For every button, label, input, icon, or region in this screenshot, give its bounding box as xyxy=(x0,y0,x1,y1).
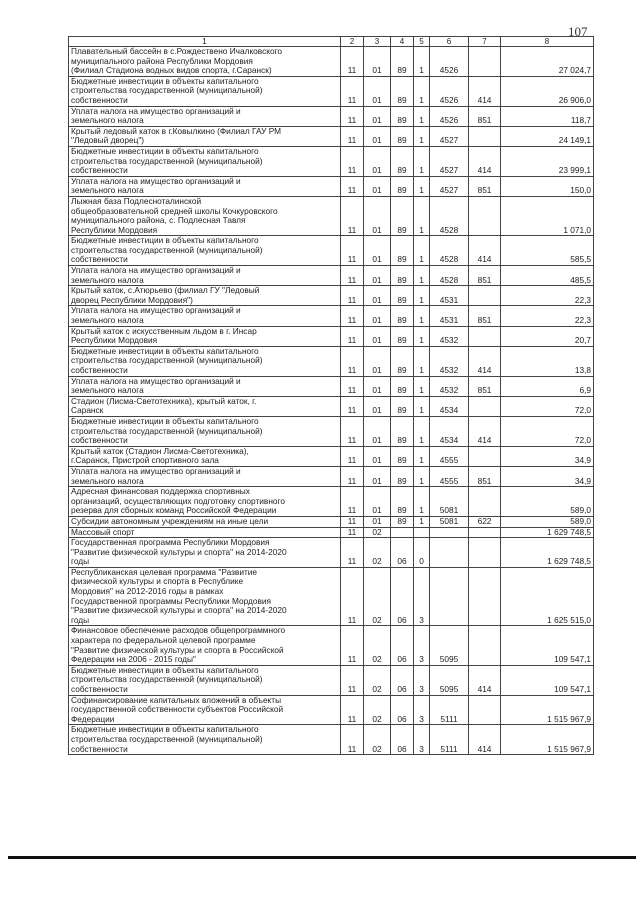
row-code-5: 1 xyxy=(414,266,430,286)
row-amount: 589,0 xyxy=(501,487,594,517)
row-code-7 xyxy=(469,286,501,306)
row-code-2: 11 xyxy=(341,446,364,466)
row-code-3: 02 xyxy=(364,527,391,538)
row-code-6: 5095 xyxy=(430,626,469,665)
row-code-6: 5081 xyxy=(430,516,469,527)
row-amount: 72,0 xyxy=(501,396,594,416)
header-col-8: 8 xyxy=(501,37,594,47)
row-code-3: 02 xyxy=(364,665,391,695)
row-code-6 xyxy=(430,538,469,568)
table-row xyxy=(69,416,594,446)
row-code-7 xyxy=(469,126,501,146)
row-code-3: 01 xyxy=(364,266,391,286)
row-code-5: 1 xyxy=(414,446,430,466)
row-code-2: 11 xyxy=(341,236,364,266)
row-code-5: 1 xyxy=(414,516,430,527)
row-code-5: 1 xyxy=(414,326,430,346)
page-number: 107 xyxy=(568,24,588,39)
table-row xyxy=(69,446,594,466)
row-code-4: 89 xyxy=(391,326,414,346)
row-code-4: 89 xyxy=(391,487,414,517)
row-code-7: 414 xyxy=(469,416,501,446)
row-code-3: 01 xyxy=(364,146,391,176)
row-code-2: 11 xyxy=(341,47,364,77)
row-code-5: 1 xyxy=(414,487,430,517)
row-code-2: 11 xyxy=(341,665,364,695)
row-code-4: 89 xyxy=(391,516,414,527)
row-code-7 xyxy=(469,626,501,665)
row-code-5: 3 xyxy=(414,725,430,755)
row-name-cell: Уплата налога на имущество организаций и земельного налога xyxy=(69,376,341,396)
row-code-4 xyxy=(391,527,414,538)
table-row xyxy=(69,196,594,235)
row-code-3: 01 xyxy=(364,126,391,146)
row-code-2: 11 xyxy=(341,376,364,396)
row-code-2: 11 xyxy=(341,487,364,517)
row-code-6: 4526 xyxy=(430,76,469,106)
row-code-3: 01 xyxy=(364,487,391,517)
row-name-cell: Стадион (Лисма-Светотехника), крытый каток, г. Саранск xyxy=(69,396,341,416)
row-code-4: 89 xyxy=(391,47,414,77)
row-name-cell: Уплата налога на имущество организаций и земельного налога xyxy=(69,466,341,486)
row-code-7: 851 xyxy=(469,306,501,326)
row-code-2: 11 xyxy=(341,695,364,725)
table-row xyxy=(69,286,594,306)
row-code-6 xyxy=(430,527,469,538)
row-code-7: 414 xyxy=(469,665,501,695)
row-code-6: 4526 xyxy=(430,106,469,126)
row-name-cell: Бюджетные инвестиции в объекты капитального строительства государственной (муниципальной) собственности xyxy=(69,416,341,446)
row-code-7 xyxy=(469,446,501,466)
row-code-3: 01 xyxy=(364,446,391,466)
row-code-2: 11 xyxy=(341,176,364,196)
row-name-cell: Бюджетные инвестиции в объекты капитального строительства государственной (муниципальной) собственности xyxy=(69,76,341,106)
row-code-5: 1 xyxy=(414,196,430,235)
row-code-3: 01 xyxy=(364,286,391,306)
row-amount: 109 547,1 xyxy=(501,665,594,695)
row-code-7 xyxy=(469,47,501,77)
row-code-5: 1 xyxy=(414,286,430,306)
row-code-4: 89 xyxy=(391,176,414,196)
row-code-6: 4531 xyxy=(430,286,469,306)
row-code-5: 1 xyxy=(414,76,430,106)
table-row xyxy=(69,266,594,286)
row-code-4: 89 xyxy=(391,416,414,446)
row-code-5: 3 xyxy=(414,695,430,725)
row-code-7 xyxy=(469,527,501,538)
row-code-7 xyxy=(469,196,501,235)
row-code-6: 4528 xyxy=(430,266,469,286)
row-code-7: 414 xyxy=(469,146,501,176)
bottom-rule xyxy=(8,856,636,859)
row-name-cell: Крытый каток, с.Атюрьево (филиал ГУ "Ледовый дворец Республики Мордовия") xyxy=(69,286,341,306)
row-amount: 26 906,0 xyxy=(501,76,594,106)
row-code-6: 5095 xyxy=(430,665,469,695)
table-row xyxy=(69,146,594,176)
row-code-2: 11 xyxy=(341,527,364,538)
row-amount: 1 629 748,5 xyxy=(501,527,594,538)
row-code-7 xyxy=(469,567,501,626)
row-code-7 xyxy=(469,538,501,568)
table-row xyxy=(69,126,594,146)
table-row xyxy=(69,626,594,665)
row-code-5: 1 xyxy=(414,126,430,146)
row-code-2: 11 xyxy=(341,266,364,286)
row-code-5: 0 xyxy=(414,538,430,568)
row-code-2: 11 xyxy=(341,346,364,376)
row-name-cell: Уплата налога на имущество организаций и земельного налога xyxy=(69,266,341,286)
row-code-7: 622 xyxy=(469,516,501,527)
table-row xyxy=(69,326,594,346)
row-code-4: 89 xyxy=(391,446,414,466)
table-row xyxy=(69,346,594,376)
row-code-7: 414 xyxy=(469,76,501,106)
table-row xyxy=(69,725,594,755)
header-row xyxy=(69,37,594,47)
table-row xyxy=(69,538,594,568)
row-code-6: 4528 xyxy=(430,196,469,235)
row-code-7: 851 xyxy=(469,466,501,486)
row-code-3: 02 xyxy=(364,695,391,725)
row-code-4: 89 xyxy=(391,76,414,106)
row-code-2: 11 xyxy=(341,516,364,527)
row-name-cell: Уплата налога на имущество организаций и земельного налога xyxy=(69,306,341,326)
row-amount: 13,8 xyxy=(501,346,594,376)
row-code-3: 02 xyxy=(364,626,391,665)
row-name-cell: Субсидии автономным учреждениям на иные цели xyxy=(69,516,341,527)
row-code-5: 3 xyxy=(414,567,430,626)
row-code-3: 01 xyxy=(364,376,391,396)
row-code-2: 11 xyxy=(341,326,364,346)
row-code-2: 11 xyxy=(341,196,364,235)
row-code-4: 89 xyxy=(391,346,414,376)
row-amount: 1 515 967,9 xyxy=(501,695,594,725)
row-code-4: 89 xyxy=(391,286,414,306)
row-amount: 1 515 967,9 xyxy=(501,725,594,755)
row-code-6: 4527 xyxy=(430,146,469,176)
row-code-2: 11 xyxy=(341,76,364,106)
row-code-6: 4532 xyxy=(430,346,469,376)
row-code-4: 89 xyxy=(391,236,414,266)
header-col-2: 2 xyxy=(341,37,364,47)
row-code-3: 02 xyxy=(364,538,391,568)
row-code-5: 1 xyxy=(414,236,430,266)
row-code-5: 3 xyxy=(414,626,430,665)
row-amount: 6,9 xyxy=(501,376,594,396)
table-row xyxy=(69,47,594,77)
row-code-5: 1 xyxy=(414,416,430,446)
row-code-2: 11 xyxy=(341,626,364,665)
table-row xyxy=(69,106,594,126)
table-row xyxy=(69,76,594,106)
row-code-4: 89 xyxy=(391,376,414,396)
table-row xyxy=(69,665,594,695)
row-name-cell: Бюджетные инвестиции в объекты капитального строительства государственной (муниципальной) собственности xyxy=(69,725,341,755)
table-row xyxy=(69,695,594,725)
row-name-cell: Уплата налога на имущество организаций и земельного налога xyxy=(69,176,341,196)
row-amount: 72,0 xyxy=(501,416,594,446)
row-code-5 xyxy=(414,527,430,538)
row-name-cell: Адресная финансовая поддержка спортивных организаций, осуществляющих подготовку спортивного резерва для сборных команд Российской Федерации xyxy=(69,487,341,517)
row-amount: 118,7 xyxy=(501,106,594,126)
row-name-cell: Крытый ледовый каток в г.Ковылкино (Филиал ГАУ РМ "Ледовый дворец") xyxy=(69,126,341,146)
header-col-6: 6 xyxy=(430,37,469,47)
row-code-2: 11 xyxy=(341,126,364,146)
row-code-4: 06 xyxy=(391,567,414,626)
row-code-5: 1 xyxy=(414,346,430,376)
row-code-3: 01 xyxy=(364,416,391,446)
row-code-5: 1 xyxy=(414,376,430,396)
row-amount: 585,5 xyxy=(501,236,594,266)
budget-table xyxy=(68,36,594,755)
header-col-4: 4 xyxy=(391,37,414,47)
table-row xyxy=(69,466,594,486)
row-code-6: 4532 xyxy=(430,326,469,346)
row-name-cell: Крытый каток (Стадион Лисма-Светотехника), г.Саранск, Пристрой спортивного зала xyxy=(69,446,341,466)
row-amount: 589,0 xyxy=(501,516,594,527)
row-code-4: 89 xyxy=(391,196,414,235)
row-code-2: 11 xyxy=(341,416,364,446)
header-col-5: 5 xyxy=(414,37,430,47)
row-code-7 xyxy=(469,695,501,725)
row-code-6: 4532 xyxy=(430,376,469,396)
table-row xyxy=(69,176,594,196)
table-row xyxy=(69,236,594,266)
row-code-3: 01 xyxy=(364,346,391,376)
row-code-6: 4531 xyxy=(430,306,469,326)
row-amount: 22,3 xyxy=(501,306,594,326)
table-row xyxy=(69,567,594,626)
row-name-cell: Софинансирование капитальных вложений в объекты государственной собственности субъектов Российской Федерации xyxy=(69,695,341,725)
row-code-5: 1 xyxy=(414,466,430,486)
row-code-3: 01 xyxy=(364,516,391,527)
row-code-7: 414 xyxy=(469,725,501,755)
header-col-1: 1 xyxy=(69,37,341,47)
row-amount: 27 024,7 xyxy=(501,47,594,77)
table-row xyxy=(69,396,594,416)
row-amount: 20,7 xyxy=(501,326,594,346)
row-code-4: 89 xyxy=(391,146,414,176)
row-code-6: 4526 xyxy=(430,47,469,77)
row-code-6 xyxy=(430,567,469,626)
row-code-4: 89 xyxy=(391,306,414,326)
row-code-3: 02 xyxy=(364,567,391,626)
row-code-5: 1 xyxy=(414,306,430,326)
header-col-7: 7 xyxy=(469,37,501,47)
row-code-6: 5111 xyxy=(430,725,469,755)
row-code-3: 01 xyxy=(364,106,391,126)
row-code-7: 851 xyxy=(469,266,501,286)
row-code-3: 01 xyxy=(364,47,391,77)
row-code-6: 4528 xyxy=(430,236,469,266)
row-code-7: 414 xyxy=(469,236,501,266)
row-code-4: 89 xyxy=(391,396,414,416)
row-code-5: 1 xyxy=(414,146,430,176)
row-name-cell: Бюджетные инвестиции в объекты капитального строительства государственной (муниципальной) собственности xyxy=(69,665,341,695)
row-code-6: 5081 xyxy=(430,487,469,517)
row-name-cell: Лыжная база Подлесноталинской общеобразовательной средней школы Кочкуровского муниципального района, с. Подлесная Тавля Республики Мордовия xyxy=(69,196,341,235)
table-row xyxy=(69,306,594,326)
row-code-7 xyxy=(469,396,501,416)
row-amount: 1 629 748,5 xyxy=(501,538,594,568)
row-name-cell: Финансовое обеспечение расходов общепрограммного характера по федеральной целевой программе "Развитие физической культуры и спорта в Российской Федерации на 2006 - 2015 годы" xyxy=(69,626,341,665)
row-code-6: 4555 xyxy=(430,466,469,486)
row-amount: 485,5 xyxy=(501,266,594,286)
header-col-3: 3 xyxy=(364,37,391,47)
row-name-cell: Крытый каток с искусственным льдом в г. Инсар Республики Мордовия xyxy=(69,326,341,346)
row-name-cell: Бюджетные инвестиции в объекты капитального строительства государственной (муниципальной) собственности xyxy=(69,146,341,176)
row-code-6: 4527 xyxy=(430,126,469,146)
row-amount: 24 149,1 xyxy=(501,126,594,146)
row-code-7: 851 xyxy=(469,176,501,196)
row-code-6: 5111 xyxy=(430,695,469,725)
row-code-2: 11 xyxy=(341,396,364,416)
row-code-2: 11 xyxy=(341,466,364,486)
row-code-3: 01 xyxy=(364,236,391,266)
row-code-6: 4555 xyxy=(430,446,469,466)
row-amount: 1 625 515,0 xyxy=(501,567,594,626)
row-code-2: 11 xyxy=(341,146,364,176)
row-code-4: 06 xyxy=(391,725,414,755)
row-amount: 1 071,0 xyxy=(501,196,594,235)
row-code-5: 1 xyxy=(414,47,430,77)
row-code-7: 851 xyxy=(469,106,501,126)
row-code-7 xyxy=(469,487,501,517)
row-code-4: 06 xyxy=(391,695,414,725)
row-amount: 34,9 xyxy=(501,466,594,486)
table-row xyxy=(69,487,594,517)
row-code-3: 01 xyxy=(364,196,391,235)
row-name-cell: Бюджетные инвестиции в объекты капитального строительства государственной (муниципальной) собственности xyxy=(69,236,341,266)
row-amount: 34,9 xyxy=(501,446,594,466)
row-code-5: 3 xyxy=(414,665,430,695)
row-code-4: 06 xyxy=(391,665,414,695)
row-code-2: 11 xyxy=(341,306,364,326)
table-row xyxy=(69,527,594,538)
row-code-5: 1 xyxy=(414,176,430,196)
row-amount: 22,3 xyxy=(501,286,594,306)
row-amount: 23 999,1 xyxy=(501,146,594,176)
row-code-7 xyxy=(469,326,501,346)
row-code-4: 89 xyxy=(391,126,414,146)
row-code-4: 89 xyxy=(391,106,414,126)
row-name-cell: Плавательный бассейн в с.Рождествено Ичалковского муниципального района Республики Мордовия (Филиал Стадиона водных видов спорта, г.Саранск) xyxy=(69,47,341,77)
row-name-cell: Массовый спорт xyxy=(69,527,341,538)
table-row xyxy=(69,376,594,396)
row-code-2: 11 xyxy=(341,286,364,306)
row-code-7: 851 xyxy=(469,376,501,396)
row-code-4: 89 xyxy=(391,466,414,486)
row-code-3: 01 xyxy=(364,76,391,106)
row-code-5: 1 xyxy=(414,396,430,416)
row-code-3: 01 xyxy=(364,306,391,326)
row-name-cell: Государственная программа Республики Мордовия "Развитие физической культуры и спорта" на 2014-2020 годы xyxy=(69,538,341,568)
table-row xyxy=(69,516,594,527)
row-code-3: 02 xyxy=(364,725,391,755)
row-code-3: 01 xyxy=(364,326,391,346)
row-code-6: 4534 xyxy=(430,396,469,416)
row-code-2: 11 xyxy=(341,106,364,126)
row-code-4: 06 xyxy=(391,626,414,665)
row-code-6: 4534 xyxy=(430,416,469,446)
row-code-4: 06 xyxy=(391,538,414,568)
row-code-4: 89 xyxy=(391,266,414,286)
row-code-7: 414 xyxy=(469,346,501,376)
row-code-5: 1 xyxy=(414,106,430,126)
row-code-3: 01 xyxy=(364,176,391,196)
row-name-cell: Уплата налога на имущество организаций и земельного налога xyxy=(69,106,341,126)
row-name-cell: Республиканская целевая программа "Развитие физической культуры и спорта в Республике Мордовия" на 2012-2016 годы в рамках Государственной программы Республики Мордовия "Развитие физической культуры и спорта" на 2014-2020 годы xyxy=(69,567,341,626)
row-code-2: 11 xyxy=(341,725,364,755)
row-amount: 109 547,1 xyxy=(501,626,594,665)
row-code-2: 11 xyxy=(341,538,364,568)
row-code-3: 01 xyxy=(364,466,391,486)
row-code-2: 11 xyxy=(341,567,364,626)
row-name-cell: Бюджетные инвестиции в объекты капитального строительства государственной (муниципальной) собственности xyxy=(69,346,341,376)
row-code-6: 4527 xyxy=(430,176,469,196)
row-code-3: 01 xyxy=(364,396,391,416)
row-amount: 150,0 xyxy=(501,176,594,196)
